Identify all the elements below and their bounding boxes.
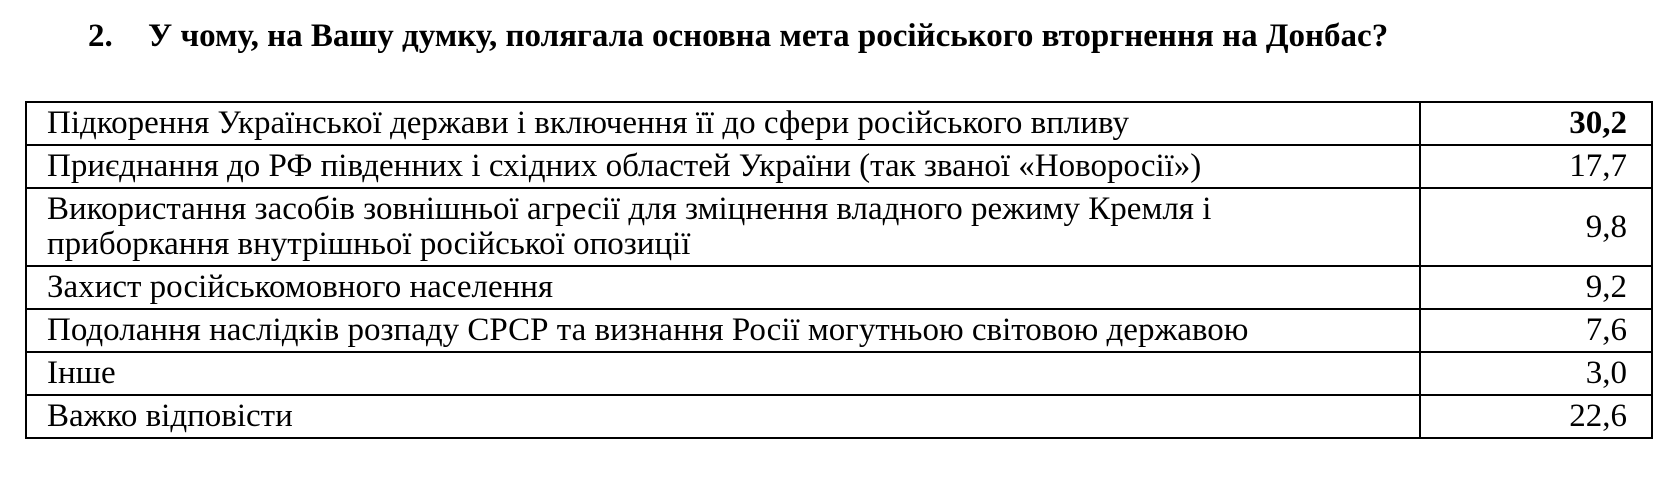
row-label: Подолання наслідків розпаду СРСР та визнання Росії могутньою світовою державою: [26, 309, 1420, 352]
table-row: [26, 395, 1652, 438]
results-table: [25, 101, 1653, 439]
question-number: 2.: [88, 18, 113, 54]
row-label: Використання засобів зовнішньої агресії для зміцнення владного режиму Кремля і приборкання внутрішньої російської опозиції: [26, 188, 1420, 266]
row-value: 17,7: [1420, 145, 1652, 188]
question-heading: [88, 14, 1388, 58]
row-value: 9,8: [1420, 188, 1652, 266]
row-value: 7,6: [1420, 309, 1652, 352]
table-row: [26, 188, 1652, 266]
table-row: [26, 145, 1652, 188]
table-row: [26, 266, 1652, 309]
row-value: 30,2: [1420, 102, 1652, 145]
row-label: Інше: [26, 352, 1420, 395]
table-row: [26, 102, 1652, 145]
row-value: 3,0: [1420, 352, 1652, 395]
row-value: 22,6: [1420, 395, 1652, 438]
table-row: [26, 309, 1652, 352]
row-label: Захист російськомовного населення: [26, 266, 1420, 309]
row-value: 9,2: [1420, 266, 1652, 309]
row-label: Важко відповісти: [26, 395, 1420, 438]
table-row: [26, 352, 1652, 395]
row-label: Підкорення Української держави і включення її до сфери російського впливу: [26, 102, 1420, 145]
question-text: У чому, на Вашу думку, полягала основна мета російського вторгнення на Донбас?: [148, 18, 1389, 54]
row-label: Приєднання до РФ південних і східних областей України (так званої «Новоросії»): [26, 145, 1420, 188]
